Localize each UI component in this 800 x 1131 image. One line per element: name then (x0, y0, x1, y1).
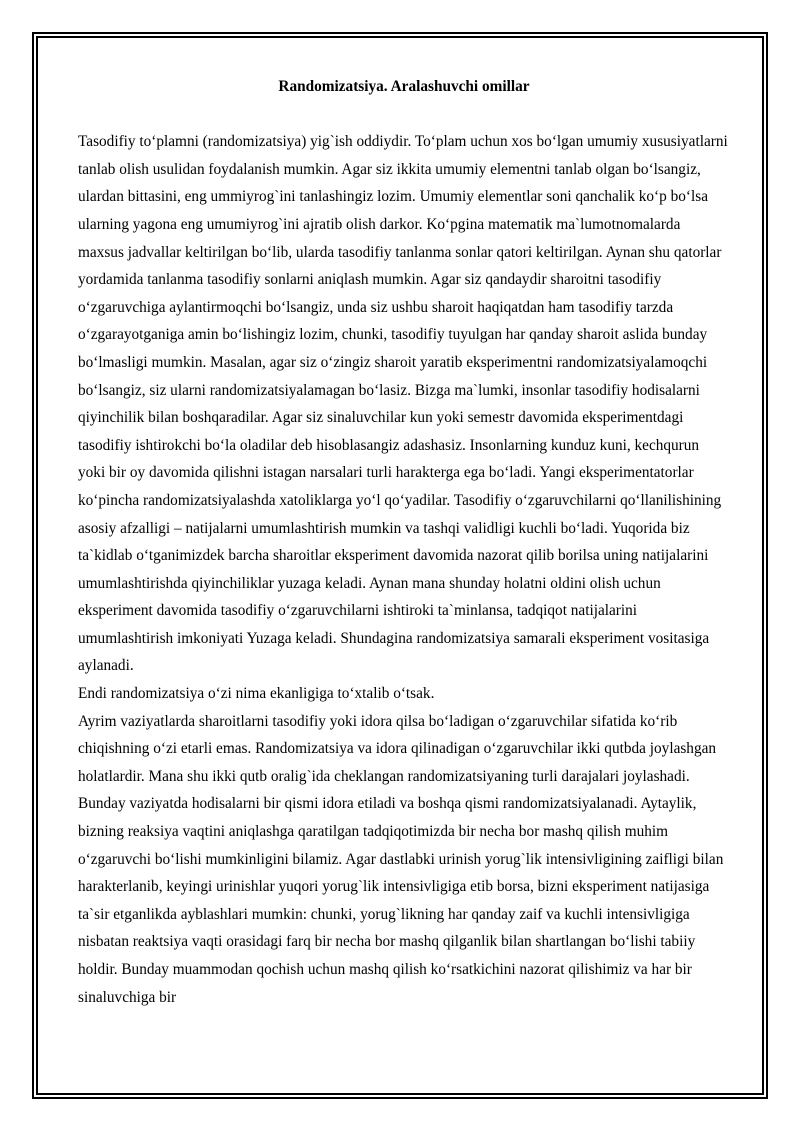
paragraph-1: Tasodifiy to‘plamni (randomizatsiya) yig`ish oddiydir. To‘plam uchun xos bo‘lgan umumiy xususiyatlarni tanlab olish usulidan foydalanish mumkin. Agar siz ikkita umumiy elementni tanlab olgan bo‘lsangiz, ulardan bittasini, eng ummiyrog`ini tanlashingiz lozim. Umumiy elementlar soni qanchalik ko‘p bo‘lsa ularning yagona eng umumiyrog`ini ajratib olish darkor. Ko‘pgina matematik ma`lumotnomalarda maxsus jadvallar keltirilgan bo‘lib, ularda tasodifiy tanlanma sonlar qatori keltirilgan. Aynan shu qatorlar yordamida tanlanma tasodifiy sonlarni aniqlash mumkin. Agar siz qandaydir sharoitni tasodifiy o‘zgaruvchiga aylantirmoqchi bo‘lsangiz, unda siz ushbu sharoit haqiqatdan ham tasodifiy tarzda o‘zgarayotganiga amin bo‘lishingiz lozim, chunki, tasodifiy tuyulgan har qanday sharoit aslida bunday bo‘lmasligi mumkin. Masalan, agar siz o‘zingiz sharoit yaratib eksperimentni randomizatsiyalamoqchi bo‘lsangiz, siz ularni randomizatsiyalamagan bo‘lasiz. Bizga ma`lumki, insonlar tasodifiy hodisalarni qiyinchilik bilan boshqaradilar. Agar siz sinaluvchilar kun yoki semestr davomida eksperimentdagi tasodifiy ishtirokchi bo‘la oladilar deb hisoblasangiz adashasiz. Insonlarning kunduz kuni, kechqurun yoki bir oy davomida qilishni istagan narsalari turli harakterga ega bo‘ladi. Yangi eksperimentatorlar ko‘pincha randomizatsiyalashda xatoliklarga yo‘l qo‘yadilar. Tasodifiy o‘zgaruvchilarni qo‘llanilishining asosiy afzalligi – natijalarni umumlashtirish mumkin va tashqi validligi kuchli bo‘ladi. Yuqorida biz ta`kidlab o‘tganimizdek barcha sharoitlar eksperiment davomida nazorat qilib borilsa uning natijalarini umumlashtirishda qiyinchiliklar yuzaga keladi. Aynan mana shunday holatni oldini olish uchun eksperiment davomida tasodifiy o‘zgaruvchilarni ishtiroki ta`minlansa, tadqiqot natijalarini umumlashtirish imkoniyati Yuzaga keladi. Shundagina randomizatsiya samarali eksperiment vositasiga aylanadi. (78, 133, 728, 675)
document-body (78, 73, 730, 1011)
paragraph-3: Ayrim vaziyatlarda sharoitlarni tasodifiy yoki idora qilsa bo‘ladigan o‘zgaruvchilar sifatida ko‘rib chiqishning o‘zi etarli emas. Randomizatsiya va idora qilinadigan o‘zgaruvchilar ikki qutbda joylashgan holatlardir. Mana shu ikki qutb oralig`ida cheklangan randomizatsiyaning turli darajalari joylashadi. Bunday vaziyatda hodisalarni bir qismi idora etiladi va boshqa qismi randomizatsiyalanadi. Aytaylik, bizning reaksiya vaqtini aniqlashga qaratilgan tadqiqotimizda bir necha bor mashq qilish muhim o‘zgaruvchi bo‘lishi mumkinligini bilamiz. Agar dastlabki urinish yorug`lik intensivligining zaifligi bilan harakterlanib, keyingi urinishlar yuqori yorug`lik intensivligiga etib borsa, bizni eksperiment natijasiga ta`sir etganlikda ayblashlari mumkin: chunki, yorug`likning har qanday zaif va kuchli intensivligiga nisbatan reaktsiya vaqti orasidagi farq bir necha bor mashq qilganlik bilan shartlangan bo‘lishi tabiiy holdir. Bunday muammodan qochish uchun mashq qilish ko‘rsatkichini nazorat qilishimiz va har bir sinaluvchiga bir (78, 712, 724, 1006)
paragraph-2: Endi randomizatsiya o‘zi nima ekanligiga to‘xtalib o‘tsak. (78, 685, 435, 703)
document-title: Randomizatsiya. Aralashuvchi omillar (278, 78, 530, 95)
